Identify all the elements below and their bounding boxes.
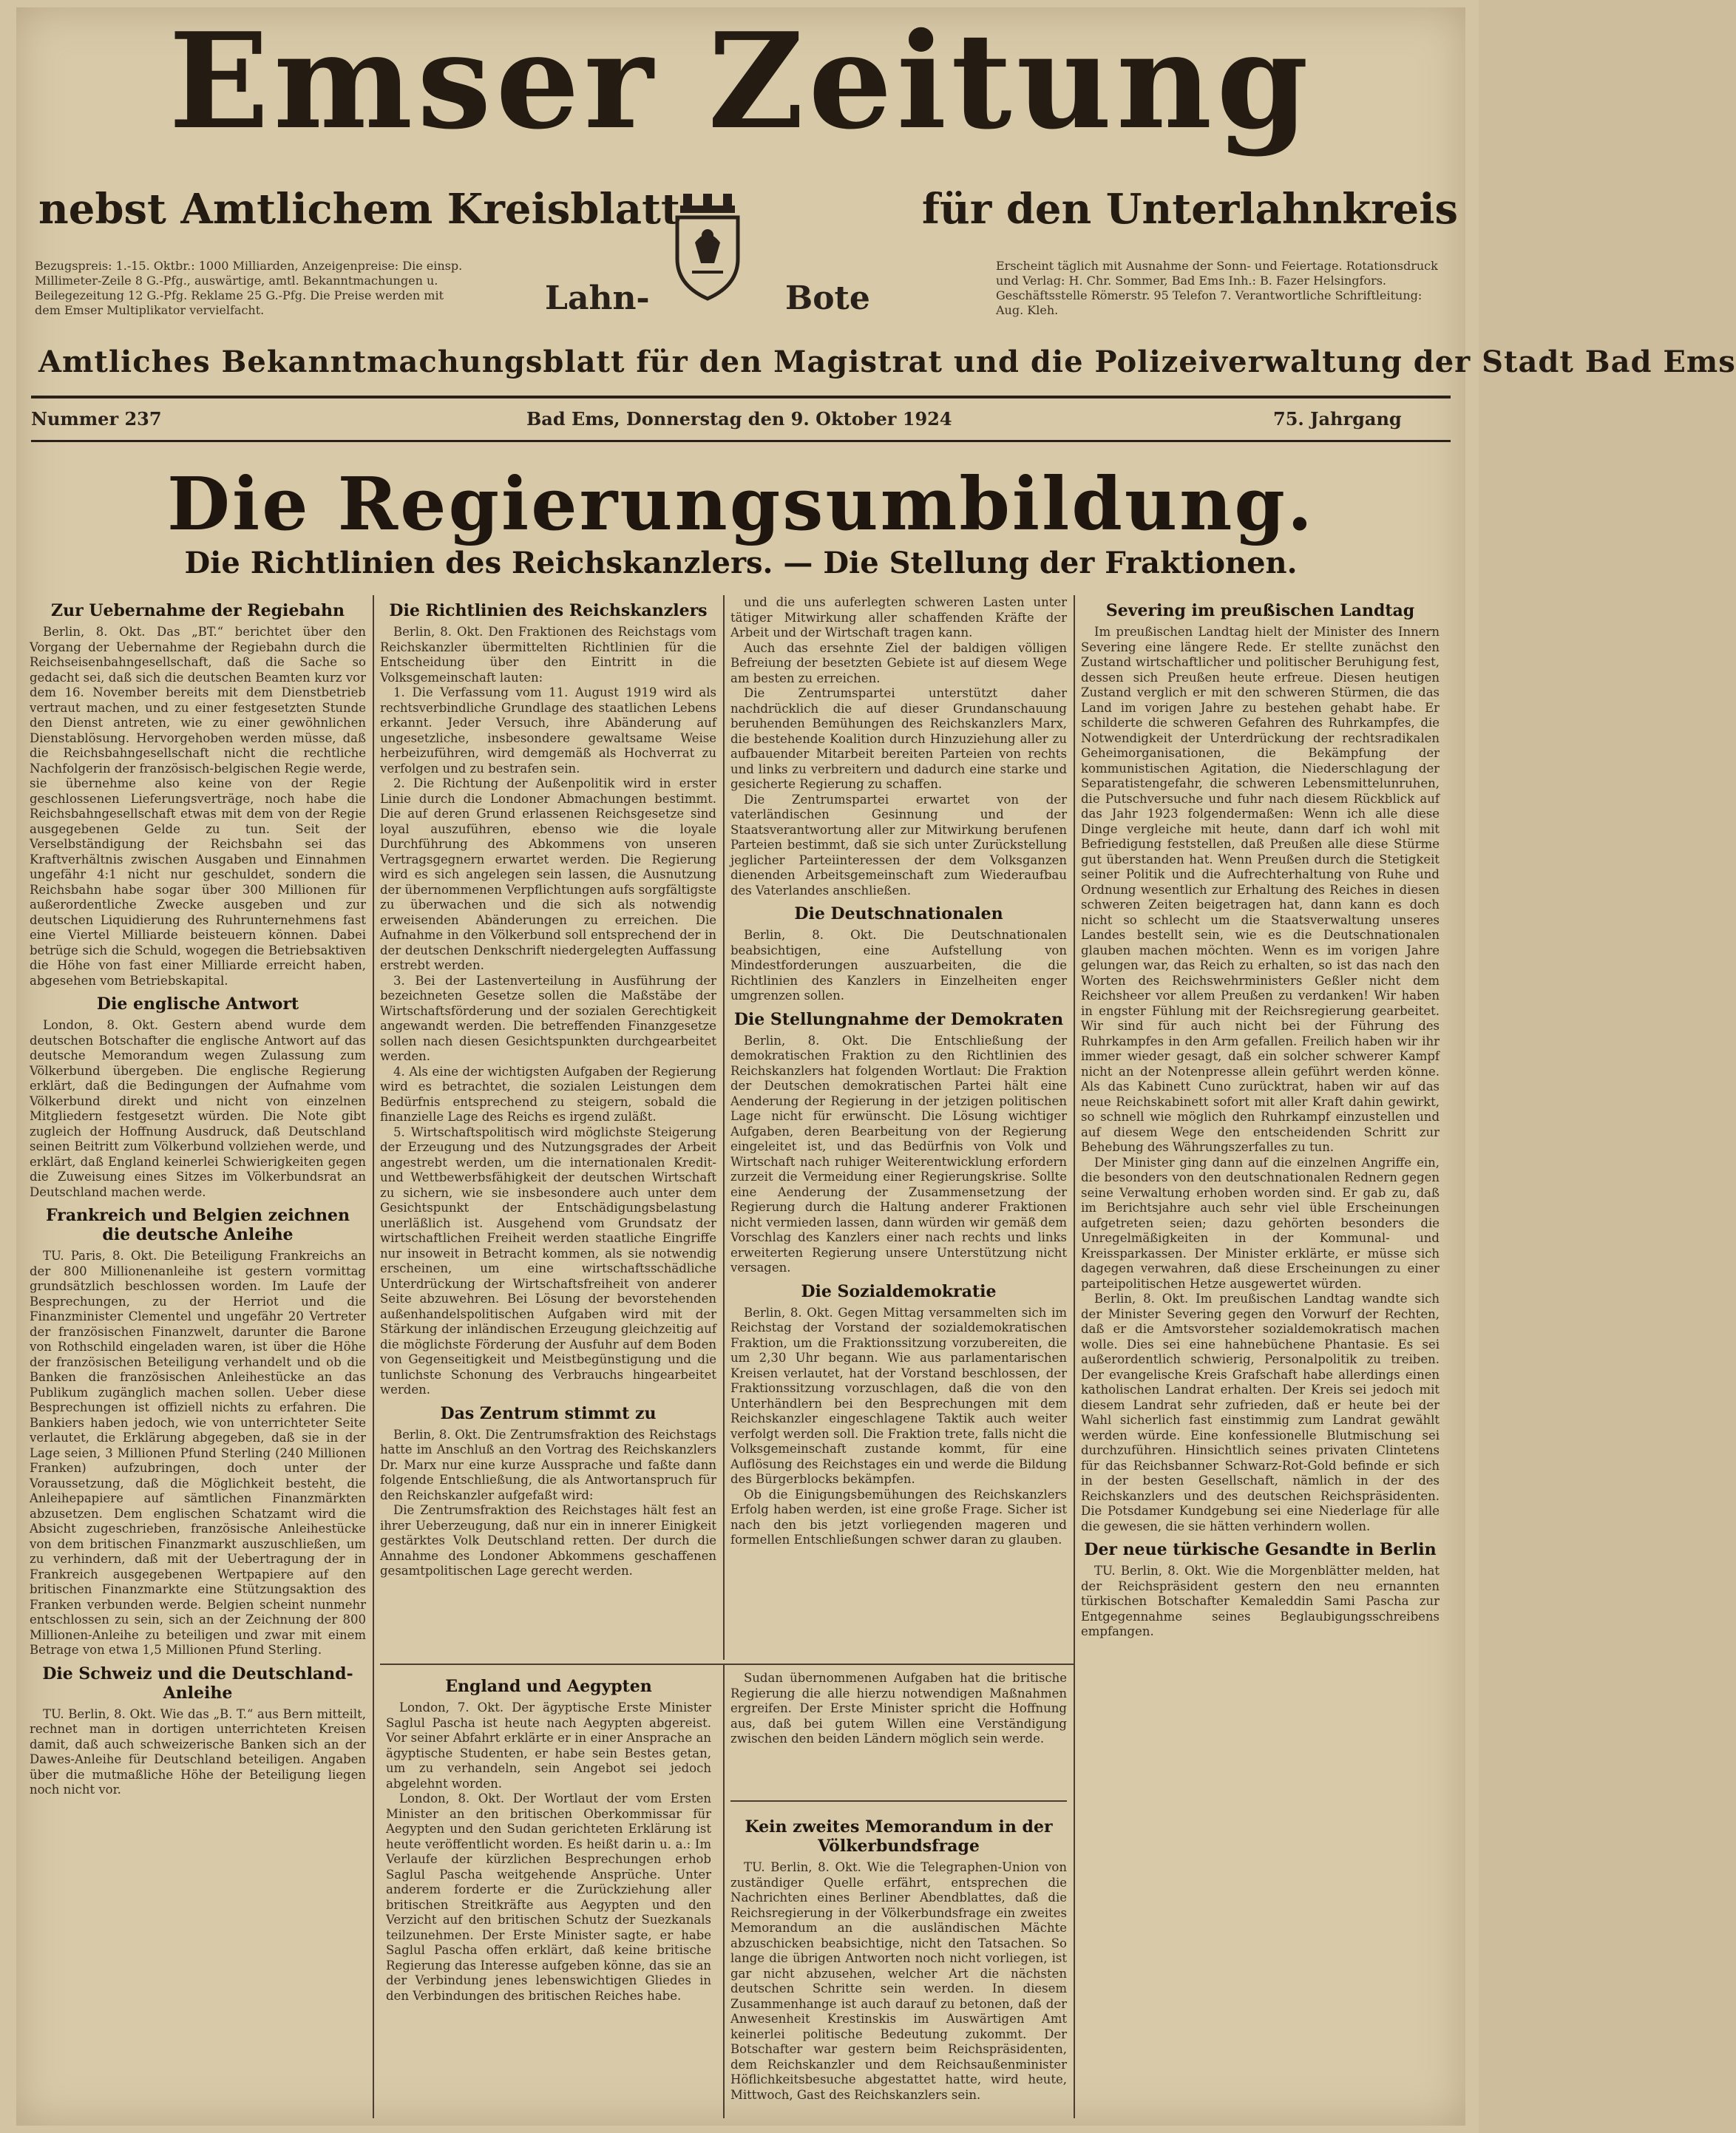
article-text: Die Zentrumspartei erwartet von der vaterländischen Gesinnung und der Staatsverantwortung aller zur Mitwirkung berufenen Parteien bestimmt, daß sie sich unter Zurückstellung jeglicher Parteiinteressen der dem Volksganzen dienenden Arbeitsgemeinschaft zum Wiederaufbau des Vaterlandes anschließen. xyxy=(730,792,1067,898)
article-text: Berlin, 8. Okt. Das „BT.“ berichtet über den Vorgang der Uebernahme der Regiebahn durch die Reichseisenbahngesellschaft, daß die Sache so gedacht sei, daß sich die deutschen Beamten kurz vor dem 16. November bereits mit dem Dienstbetrieb vertraut machen, und zu einer festgesetzten Stunde den Dienst antreten, wie zu einer gewöhnlichen Dienstablösung. Hervorgehoben werden müsse, daß die Reichsbahngesellschaft nicht die rechtliche Nachfolgerin der französisch-belgischen Regie werde, sie übernehme also keine von der Regie geschlossenen Lieferungsverträge, noch habe die Reichsbahngesellschaft etwas mit dem von der Regie ausgegebenen Gelde zu tun. Seit der Verselbständigung der Reichsbahn sei das Kraftverhältnis zwischen Ausgaben und Einnahmen ungefähr 4:1 nicht nur geschuldet, sondern die Reichsbahn habe sogar über 300 Millionen für außerordentliche Zwecke ausgeben und zur deutschen Liquidierung des Ruhrunternehmens fast eine Viertel Milliarde beisteuern können. Dabei betrüge sich die Schuld, wogegen die Betriebsaktiven die Höhe von fast einer Milliarde erreicht haben, abgesehen vom Betriebskapital. xyxy=(30,625,366,988)
section-rule xyxy=(380,1664,1074,1665)
official-gazette-line: Amtliches Bekanntmachungsblatt für den Magistrat und die Polizeiverwaltung der Stadt Bad Ems xyxy=(38,345,1736,379)
article-text: Die Zentrumsfraktion des Reichstages hält fest an ihrer Ueberzeugung, daß nur ein in innerer Einigkeit gestärktes Volk Deutschland retten. Der durch die Annahme des Londoner Abkommens geschaffenen gesamtpolitischen Lage gerecht werden. xyxy=(380,1503,716,1578)
article-heading: England und Aegypten xyxy=(445,1677,652,1696)
article-heading: Zur Uebernahme der Regiebahn xyxy=(51,601,345,620)
article-text: Berlin, 8. Okt. Den Fraktionen des Reichstags vom Reichskanzler übermittelten Richtlinien für die Entscheidung über den Eintritt in die Volksgemeinschaft lauten: xyxy=(380,625,716,685)
article-text: TU. Berlin, 8. Okt. Wie die Telegraphen-Union von zuständiger Quelle erfährt, entsprechen die Nachrichten eines Berliner Abendblattes, daß die Reichsregierung in der Völkerbundsfrage ein zweites Memorandum an die ausländischen Mächte abzuschicken beabsichtige, nicht den Tatsachen. So lange die übrigen Antworten noch nicht vorliegen, ist gar nicht abzusehen, welcher Art die nächsten deutschen Schritte sein werden. In diesem Zusammenhange ist auch darauf zu betonen, daß der Anwesenheit Krestinskis im Auswärtigen Amt keinerlei politische Bedeutung zukommt. Der Botschafter war gestern beim Reichspräsidenten, dem Reichskanzler und dem Reichsaußenminister Höflichkeitsbesuche abgestattet hatte, wird heute, Mittwoch, Gast des Reichskanzlers sein. xyxy=(730,1860,1067,2102)
egypt-article xyxy=(386,1671,711,2118)
article-heading: Die Stellungnahme der Demokraten xyxy=(733,1009,1064,1029)
article-text: Berlin, 8. Okt. Die Zentrumsfraktion des Reichstags hatte im Anschluß an den Vortrag des Reichskanzlers Dr. Marx nur eine kurze Aussprache und faßte dann folgende Entschließung, die als Antwortanspruch für den Reichskanzler aufgefaßt wird: xyxy=(380,1427,716,1502)
issue-number: Nummer 237 xyxy=(31,408,162,430)
article-text: London, 8. Okt. Gestern abend wurde dem deutschen Botschafter die englische Antwort auf das deutsche Memorandum wegen Zulassung zum Völkerbund übergeben. Die englische Regierung erklärt, daß die Bedingungen der Aufnahme vom Völkerbund direkt und nicht von einzelnen Mitgliedern festgesetzt würden. Die Note gibt zugleich der Hoffnung Ausdruck, daß Deutschland seinen Beitritt zum Völkerbund vollziehen werde, und erklärt, daß England keinerlei Schwierigkeiten gegen die Zuweisung eines Sitzes im Völkerbundsrat an Deutschland machen werde. xyxy=(30,1018,366,1199)
coat-of-arms-icon xyxy=(667,191,748,302)
lahn-label: Lahn- xyxy=(545,279,650,317)
issue-date: Bad Ems, Donnerstag den 9. Oktober 1924 xyxy=(526,408,952,430)
article-text: 4. Als eine der wichtigsten Aufgaben der Regierung wird es betrachtet, die sozialen Leistungen dem Bedürfnis entsprechend zu steigern, sobald die finanzielle Lage des Reichs es irgend zuläßt. xyxy=(380,1064,716,1124)
top-rule xyxy=(31,396,1451,399)
column-divider xyxy=(723,595,725,1660)
masthead-subtitle-right: für den Unterlahnkreis xyxy=(921,185,1458,234)
article-heading: Die Richtlinien des Reichskanzlers xyxy=(389,601,708,620)
article-text: Berlin, 8. Okt. Gegen Mittag versammelten sich im Reichstag der Vorstand der sozialdemokratischen Fraktion, um die Fraktionssitzung vorzubereiten, die um 2,30 Uhr begann. Wie aus parlamentarischen Kreisen verlautet, hat der Vorstand beschlossen, der Fraktionssitzung vorzuschlagen, daß die von den Unterhändlern bei den Besprechungen mit dem Reichskanzler eingeschlagene Taktik auch weiter verfolgt werden soll. Die Fraktion trete, falls nicht die Volksgemeinschaft zustande kommt, für eine Auflösung des Reichstages ein und werde die Bildung des Bürgerblocks bekämpfen. xyxy=(730,1305,1067,1486)
article-text: und die uns auferlegten schweren Lasten unter tätiger Mitwirkung aller schaffenden Kräfte der Arbeit und der Wirtschaft tragen kann. xyxy=(730,595,1067,640)
masthead-subtitle-left: nebst Amtlichem Kreisblatt xyxy=(38,185,680,234)
article-text: Berlin, 8. Okt. Die Entschließung der demokratischen Fraktion zu den Richtlinien des Reichskanzlers hat folgenden Wortlaut: Die Fraktion der Deutschen demokratischen Partei hält eine Aenderung der Regierung in der jetzigen politischen Lage nicht für erwünscht. Die Lösung wichtiger Aufgaben, deren Bearbeitung von der Regierung eingeleitet ist, und das Bedürfnis von Volk und Wirtschaft nach ruhiger Weiterentwicklung erfordern zurzeit die Vermeidung einer Regierungskrise. Sollte eine Aenderung der Zusammensetzung der Regierung durch die Haltung anderer Fraktionen nicht vermieden lassen, dann würden wir gemäß dem Vorschlag des Kanzlers einer nach rechts und links erweiterten Regierung unsere Unterstützung nicht versagen. xyxy=(730,1033,1067,1275)
article-heading: Der neue türkische Gesandte in Berlin xyxy=(1084,1540,1437,1559)
article-text: TU. Berlin, 8. Okt. Wie die Morgenblätter melden, hat der Reichspräsident gestern den neu ernannten türkischen Botschafter Kemaleddin Sami Pascha zur Entgegennahme seines Beglaubigungsschreibens empfangen. xyxy=(1081,1564,1440,1638)
article-text: 1. Die Verfassung vom 11. August 1919 wird als rechtsverbindliche Grundlage des staatlichen Lebens erkannt. Jeder Versuch, ihre Abänderung auf ungesetzliche, insbesondere gewaltsame Weise herbeizuführen, wird demgemäß als Hochverrat zu verfolgen und zu bestrafen sein. xyxy=(380,685,716,776)
article-text: 5. Wirtschaftspolitisch wird möglichste Steigerung der Erzeugung und des Nutzungsgrades der Arbeit angestrebt werden, um die internationalen Kredit- und Wettbewerbsfähigkeit der deutschen Wirtschaft zu sichern, wie sie insbesondere auch unter dem Gesichtspunkt der Entschädigungsbelastung unerläßlich ist. Ausgehend vom Grundsatz der wirtschaftlichen Freiheit werden staatliche Eingriffe nur insoweit in Betracht kommen, als sie notwendig erscheinen, um eine wirtschaftsschädliche Unterdrückung der Wirtschaftsfreiheit von anderer Seite abzuwehren. Bei Lösung der bevorstehenden außenhandelspolitischen Aufgaben wird mit der Stärkung der inländischen Erzeugung gleichzeitig auf die möglichste Förderung der Ausfuhr auf dem Boden von Gegenseitigkeit und Meistbegünstigung und die tunlichste Schonung des Verbrauchs hingearbeitet werden. xyxy=(380,1125,716,1397)
section-rule xyxy=(730,1800,1067,1802)
article-text: Die Zentrumspartei unterstützt daher nachdrücklich die auf dieser Grundanschauung beruhenden Bemühungen des Reichskanzlers Marx, die bestehende Koalition durch Hinzuziehung aller zu aufbauender Mitarbeit bereiten Parteien von rechts und links zu verbreitern und dadurch eine starke und gesicherte Regierung zu schaffen. xyxy=(730,686,1067,791)
newspaper-title: Emser Zeitung xyxy=(169,4,1313,158)
article-text: Ob die Einigungsbemühungen des Reichskanzlers Erfolg haben werden, ist eine große Frage. Sicher ist nach den bis jetzt vorliegenden mageren und formellen Entschließungen schwer daran zu glauben. xyxy=(730,1487,1067,1547)
article-text: Im preußischen Landtag hielt der Minister des Innern Severing eine längere Rede. Er stellte zunächst den Zustand wirtschaftlicher und politischer Beruhigung fest, dessen sich Preußen heute erfreue. Diesen heutigen Zustand verglich er mit den schweren Stürmen, die das Land im vorigen Jahre zu bestehen gehabt habe. Er schilderte die schweren Gefahren des Ruhrkampfes, die Notwendigkeit der Unterdrückung der rechtsradikalen Geheimorganisationen, die Bekämpfung der kommunistischen Agitation, die Niederschlagung der Separatistengefahr, die schweren Lebensmittelunruhen, die Putschversuche und fuhr nach diesem Rückblick auf das Jahr 1923 folgendermaßen: Wenn ich alle diese Dinge vergleiche mit heute, dann darf ich wohl mit Befriedigung feststellen, daß Preußen alle diese Stürme gut überstanden hat. Wenn Preußen durch die Stetigkeit seiner Politik und die Aufrechterhaltung von Ruhe und Ordnung wesentlich zur Erhaltung des Reiches in diesen schweren Zeiten beigetragen hat, dann kann es doch nicht so schlecht um die Staatsverwaltung unseres Landes bestellt sein, wie es die Deutschnationalen glauben machen möchten. Wenn es im vorigen Jahre gelungen war, das Reich zu erhalten, so ist das nach den Worten des Reichswehrministers Geßler nicht dem Reichsheer vor allem Preußen zu verdanken! Wir haben in engster Fühlung mit der Reichsregierung gearbeitet. Wir sind für auch nicht bei der Führung des Ruhrkampfes in den Arm gefallen. Freilich haben wir ihr immer wieder gesagt, daß ein solcher schwerer Kampf nicht an der Notenpresse allein geführt werden könne. Als das Kabinett Cuno zurücktrat, haben wir auf das neue Reichskabinett sofort mit aller Kraft dahin gewirkt, so schnell wie möglich den Ruhrkampf einzustellen und auf diesem Wege den entscheidenden Schritt zur Behebung des Währungszerfalles zu tun. xyxy=(1081,625,1440,1154)
volume-year: 75. Jahrgang xyxy=(1273,408,1402,430)
dateline-rule xyxy=(31,440,1451,442)
article-text: London, 7. Okt. Der ägyptische Erste Minister Saglul Pascha ist heute nach Aegypten abgereist. Vor seiner Abfahrt erklärte er in einer Ansprache an ägyptische Studenten, er habe sein Bestes getan, um zu verhandeln, sein Angebot sei jedoch abgelehnt worden. xyxy=(386,1700,711,1791)
article-text: Sudan übernommenen Aufgaben hat die britische Regierung die alle hierzu notwendigen Maßnahmen ergreifen. Der Erste Minister spricht die Hoffnung aus, daß bei gutem Willen eine Verständigung zwischen den beiden Ländern möglich sein werde. xyxy=(730,1671,1067,1746)
article-heading: Die englische Antwort xyxy=(96,994,299,1014)
newspaper-page xyxy=(16,4,1736,2126)
bote-label: Bote xyxy=(785,279,870,317)
subscription-info: Bezugspreis: 1.-15. Oktbr.: 1000 Milliarden, Anzeigenpreise: Die einsp. Millimeter-Zeile 8 G.-Pfg., auswärtige, amtl. Bekanntmachungen u. Beilegezeitung 12 G.-Pfg. Reklame 25 G.-Pfg. Die Preise werden mit dem Emser Multiplikator vervielfacht. xyxy=(35,259,463,317)
article-heading: Kein zweites Memorandum in der Völkerbundsfrage xyxy=(745,1817,1053,1856)
article-heading: Die Sozialdemokratie xyxy=(801,1281,997,1301)
column-2 xyxy=(380,595,716,1660)
main-headline: Die Regierungsumbildung. xyxy=(166,462,1315,547)
article-text: Der Minister ging dann auf die einzelnen Angriffe ein, die besonders von den deutschnationalen Rednern gegen seine Verwaltung erhoben worden sind. Er gab zu, daß im Berichtsjahre auch sehr viel üble Erscheinungen aufgetreten seien; dazu gehörten besonders die Unregelmäßigkeiten in der Kommunal- und Kreissparkassen. Der Minister erklärte, er müsse sich dagegen verwahren, daß diese Erscheinungen zu einer parteipolitischen Hetze ausgewertet würden. xyxy=(1081,1155,1440,1291)
publisher-info: Erscheint täglich mit Ausnahme der Sonn- und Feiertage. Rotationsdruck und Verlag: H. Chr. Sommer, Bad Ems Inh.: B. Fazer Helsingfors. Geschäftsstelle Römerstr. 95 Telefon 7. Verantwortliche Schriftleitung: Aug. Kleh. xyxy=(996,259,1438,317)
column-1 xyxy=(30,595,366,2118)
article-heading: Das Zentrum stimmt zu xyxy=(440,1403,657,1423)
article-text: London, 8. Okt. Der Wortlaut der vom Ersten Minister an den britischen Oberkommissar für Aegypten und den Sudan gerichteten Erklärung ist heute veröffentlicht worden. Es heißt darin u. a.: Im Verlaufe der kürzlichen Besprechungen erhob Saglul Pascha weitgehende Ansprüche. Unter anderem forderte er die Zurückziehung aller britischen Streitkräfte aus Aegypten und den Verzicht auf den britischen Schutz der Suezkanals teilzunehmen. Der Erste Minister sagte, er habe Saglul Pascha offen erklärt, daß keine britische Regierung das Interesse aufgeben könne, das sie an der Verbindung jenes lebenswichtigen Gliedes in den Verbindungen des britischen Reiches habe. xyxy=(386,1791,711,2003)
memorandum-article xyxy=(730,1811,1067,2118)
article-heading: Severing im preußischen Landtag xyxy=(1105,601,1415,620)
article-text: Auch das ersehnte Ziel der baldigen völligen Befreiung der besetzten Gebiete ist auf diesem Wege am besten zu erreichen. xyxy=(730,640,1067,685)
article-heading: Frankreich und Belgien zeichnen die deutsche Anleihe xyxy=(46,1206,350,1244)
article-heading: Die Deutschnationalen xyxy=(794,904,1003,923)
article-text: Berlin, 8. Okt. Im preußischen Landtag wandte sich der Minister Severing gegen den Vorwurf der Rechten, daß er die Amtsvorsteher sozialdemokratisch machen wolle. Dies sei eine hahnebüchene Phantasie. Es sei außerordentlich schwierig, Personalpolitik zu treiben. Der evangelische Kreis Grafschaft habe allerdings einen katholischen Landrat erhalten. Der Kreis sei jedoch mit diesem Landrat sehr zufrieden, daß er heute bei der Wahl sicherlich fast einstimmig zum Landrat gewählt werden würde. Eine konfessionelle Blutmischung sei durchzuführen. Hinsichtlich seines privaten Clintetens für das Reichsbanner Schwarz-Rot-Gold befinde er sich in der besten Gesellschaft, nämlich in der des Reichskanzlers und des deutschen Reichspräsidenten. Die Potsdamer Kundgebung sei eine Niederlage für alle die gewesen, die sie hätten verhindern wollen. xyxy=(1081,1292,1440,1533)
article-text: 2. Die Richtung der Außenpolitik wird in erster Linie durch die Londoner Abmachungen bestimmt. Die auf deren Grund erlassenen Reichsgesetze sind loyal auszuführen, ebenso wie die loyale Durchführung des Abkommens von unseren Vertragsgegnern erwartet werden. Die Regierung wird es sich angelegen sein lassen, die Ausnutzung der übernommenen Verpflichtungen aufs sorgfältigste zu überwachen und die sich als notwendig erweisenden Abänderungen zu erreichen. Die Aufnahme in den Völkerbund soll entsprechend der in der deutschen Denkschrift niedergelegten Auffassung erstrebt werden. xyxy=(380,776,716,972)
column-divider xyxy=(1074,595,1075,2118)
column-divider xyxy=(723,1664,725,2118)
column-divider xyxy=(373,595,374,2118)
column-3 xyxy=(730,595,1067,1660)
article-text: Berlin, 8. Okt. Die Deutschnationalen beabsichtigen, eine Aufstellung von Mindestforderungen auszuarbeiten, die die Richtlinien des Kanzlers in Einzelheiten enger umgrenzen sollen. xyxy=(730,928,1067,1003)
main-subheadline: Die Richtlinien des Reichskanzlers. — Die Stellung der Fraktionen. xyxy=(184,546,1298,580)
article-heading: Die Schweiz und die Deutschland-Anleihe xyxy=(42,1664,353,1703)
article-text: TU. Paris, 8. Okt. Die Beteiligung Frankreichs an der 800 Millionenanleihe ist gestern vormittag grundsätzlich beschlossen worden. Im Laufe der Besprechungen, zu der Herriot und die Finanzminister Clementel und ungefähr 20 Vertreter der französischen Finanzwelt, darunter die Barone von Rothschild eingeladen waren, ist über die Höhe der französischen Beteiligung verhandelt und ob die Banken die französischen Anleihestücke an das Publikum zugänglich machen sollen. Ueber diese Besprechungen ist offiziell nichts zu erfahren. Die Bankiers haben jedoch, wie von unterrichteter Seite verlautet, die Erklärung abgegeben, daß sie in der Lage seien, 3 Millionen Pfund Sterling (240 Millionen Franken) aufzubringen, doch unter der Voraussetzung, daß die Möglichkeit besteht, die Anleihepapiere auf sämtlichen Finanzmärkten abzusetzen. Dem englischen Schatzamt wird die Absicht zugeschrieben, französische Anleihestücke von dem britischen Finanzmarkt auszuschließen, um zu verhindern, daß mit der Uebertragung der in Frankreich ausgegebenen Wertpapiere auf den britischen Finanzmarkte eine Stützungsaktion des Franken verbunden werde. Belgien scheint nunmehr entschlossen zu sein, sich an der Zeichnung der 800 Millionen-Anleihe zu beteiligen und zwar mit einem Betrage von etwa 1,5 Millionen Pfund Sterling. xyxy=(30,1249,366,1657)
article-text: 3. Bei der Lastenverteilung in Ausführung der bezeichneten Gesetze sollen die Maßstäbe der Wirtschaftsförderung und der sozialen Gerechtigkeit angewandt werden. Die betreffenden Finanzgesetze sollen nach diesen Gesichtspunkten durchgearbeitet werden. xyxy=(380,973,716,1063)
egypt-article-continued xyxy=(730,1671,1067,1797)
masthead xyxy=(16,4,1465,158)
column-4 xyxy=(1081,595,1440,2118)
article-text: TU. Berlin, 8. Okt. Wie das „B. T.“ aus Bern mitteilt, rechnet man in dortigen unterrichteten Kreisen damit, daß auch schweizerische Banken sich an der Dawes-Anleihe für Deutschland beteiligen. Angaben über die mutmaßliche Höhe der Beteiligung liegen noch nicht vor. xyxy=(30,1706,366,1797)
